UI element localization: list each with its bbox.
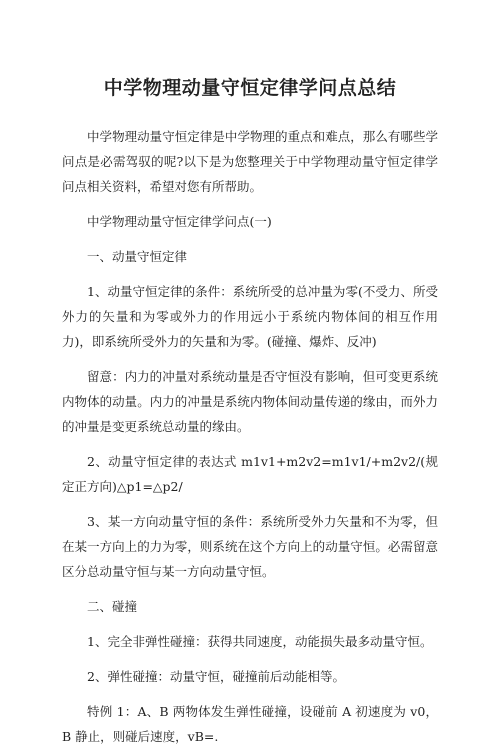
intro-paragraph: 中学物理动量守恒定律是中学物理的重点和难点，那么有哪些学问点是必需驾驭的呢?以下是为您整理关于中学物理动量守恒定律学问点相关资料，希望对您有所帮助。 bbox=[62, 129, 438, 194]
paragraph-conservation-condition: 1、动量守恒定律的条件：系统所受的总冲量为零(不受力、所受外力的矢量和为零或外力的作用远小于系统内物体间的相互作用力)，即系统所受外力的矢量和为零。(碰撞、爆炸、反冲) bbox=[62, 284, 438, 349]
paragraph-conservation-expression: 2、动量守恒定律的表达式 m1v1+m2v2=m1v1/+m2v2/(规定正方向)△p1=△p2/ bbox=[62, 454, 438, 494]
paragraph-directional-conservation: 3、某一方向动量守恒的条件：系统所受外力矢量和不为零，但在某一方向上的力为零，则系统在这个方向上的动量守恒。必需留意区分总动量守恒与某一方向动量守恒。 bbox=[62, 514, 438, 579]
section-heading-knowledge-points: 中学物理动量守恒定律学问点(一) bbox=[87, 214, 272, 229]
paragraph-elastic-collision: 2、弹性碰撞：动量守恒，碰撞前后动能相等。 bbox=[87, 669, 345, 684]
paragraph-inelastic-collision: 1、完全非弹性碰撞：获得共同速度，动能损失最多动量守恒。 bbox=[87, 634, 433, 649]
paragraph-special-case-1: 特例 1：A、B 两物体发生弹性碰撞，设碰前 A 初速度为 v0，B 静止，则碰后速度，vB=. bbox=[62, 704, 438, 744]
paragraph-note-internal-impulse: 留意：内力的冲量对系统动量是否守恒没有影响，但可变更系统内物体的动量。内力的冲量是系统内物体间动量传递的缘由，而外力的冲量是变更系统总动量的缘由。 bbox=[62, 369, 438, 434]
document-title: 中学物理动量守恒定律学问点总结 bbox=[103, 77, 397, 99]
section-heading-conservation-law: 一、动量守恒定律 bbox=[87, 249, 188, 264]
section-heading-collision: 二、碰撞 bbox=[87, 599, 138, 614]
